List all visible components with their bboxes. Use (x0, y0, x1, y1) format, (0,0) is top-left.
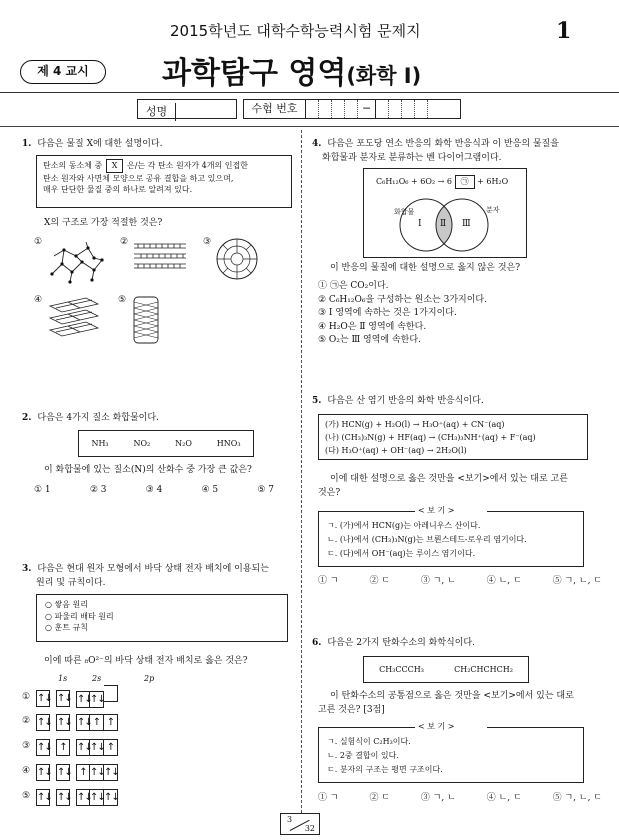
q6-choice-2[interactable]: ② ㄷ (369, 793, 390, 803)
q1-number: 1. (22, 139, 32, 149)
orbital-box: ↑ (90, 714, 104, 731)
q2-choice-5[interactable]: ⑤ 7 (257, 485, 274, 495)
q6-stem-text: 다음은 2가지 탄화수소의 화학식이다. (327, 638, 475, 648)
q5-stem (312, 395, 602, 408)
q2-choice-3[interactable]: ③ 4 (145, 485, 163, 495)
q1-choice-3-label: ③ (203, 237, 212, 247)
q3-option-3-label: ③ (22, 740, 31, 751)
orbital-box: ↑↓ (90, 789, 104, 806)
q1-choice-5-label: ⑤ (118, 295, 127, 305)
q6-bogi-box (318, 727, 584, 783)
q3-option-1[interactable] (22, 685, 124, 708)
section-title (162, 48, 421, 92)
orbital-box: ↑↓ (36, 739, 50, 756)
venn-region-1: Ⅰ (418, 219, 422, 229)
q1-description-box (36, 155, 292, 208)
q5-choice-2[interactable]: ② ㄷ (369, 576, 390, 586)
orbital-box: ↑ (104, 739, 118, 756)
orbital-box: ↑↓ (76, 691, 90, 708)
graphite-structure (132, 240, 188, 270)
q4-number: 4. (312, 139, 322, 149)
q2-compound-n2o: N₂O (175, 438, 192, 448)
q2-number: 2. (22, 413, 32, 423)
q1-box-line2: 탄소 원자와 사면체 모양으로 공유 결합을 하고 있으며, (43, 173, 234, 183)
q1-box-x: X (106, 159, 124, 173)
venn-diagram (364, 169, 528, 259)
q6-formula-2: CH₂CHCHCH₂ (454, 664, 513, 674)
equation-right: + 6H₂O (477, 177, 509, 186)
q4-choice-4[interactable]: ④ H₂O은 Ⅱ 영역에 속한다. (318, 321, 427, 332)
q6-formula-1: CH₃CCCH₃ (379, 664, 424, 674)
reaction-da: (다) H₃O⁺(aq) + OH⁻(aq) → 2H₂O(l) (325, 446, 467, 455)
q2-compound-no2: NO₂ (133, 438, 151, 448)
q5-bogi-item-3: ㄷ. (다)에서 OH⁻(aq)는 루이스 염기이다. (327, 549, 476, 558)
orbital-box: ↑↓ (76, 714, 90, 731)
orbital-box: ↑↓ (76, 789, 90, 806)
q4-diagram-box (363, 168, 527, 258)
exam-number-label: 수험 번호 (244, 100, 306, 118)
reaction-na: (나) (CH₃)₃N(g) + HF(aq) → (CH₃)₃NH⁺(aq) + F⁻(aq) (325, 433, 536, 442)
exam-number-field (243, 99, 461, 119)
q1-stem-text: 다음은 물질 X에 대한 설명이다. (37, 139, 163, 149)
period-badge: 제 4 교시 (20, 60, 106, 84)
q4-choice-2[interactable]: ② C₆H₁₂O₆을 구성하는 원소는 3가지이다. (318, 294, 487, 305)
venn-label-molecule: 분자 (486, 206, 500, 214)
orbital-box: ↑↓ (36, 690, 50, 707)
q6-question: 이 탄화수소의 공통점으로 옳은 것만을 <보기>에서 있는 대로 (330, 691, 574, 701)
q5-question: 이에 대한 설명으로 옳은 것만을 <보기>에서 있는 대로 고른 (330, 474, 568, 484)
q5-reaction-box (318, 414, 588, 460)
section-title-main: 과학탐구 영역 (162, 56, 347, 91)
q4-choices (318, 280, 487, 348)
fullerene-structure (214, 236, 260, 282)
orbital-box: ↑↓ (36, 714, 50, 731)
q6-number: 6. (312, 638, 322, 648)
q2-choice-4[interactable]: ④ 5 (201, 485, 219, 495)
q5-number: 5. (312, 396, 322, 406)
q2-compound-hno3: HNO₃ (216, 438, 241, 448)
footer-total: 32 (304, 824, 315, 833)
orbital-box: ↑ (104, 714, 118, 731)
footer-page: 3 (287, 815, 293, 824)
q3-rules-box (36, 594, 288, 642)
q3-option-5-label: ⑤ (22, 790, 31, 801)
q1-choice-5[interactable] (118, 294, 126, 307)
header-rule (0, 92, 619, 93)
q3-question: 이에 따른 ₈O²⁻의 바닥 상태 전자 배치로 옳은 것은? (44, 656, 248, 666)
q5-bogi-box (318, 511, 584, 567)
q3-option-5[interactable] (22, 785, 124, 806)
q2-compound-box (78, 430, 254, 457)
orbital-box: ↑↓ (36, 764, 50, 781)
q3-stem (22, 563, 297, 576)
q3-option-4[interactable] (22, 760, 124, 781)
q4-question: 이 반응의 물질에 대한 설명으로 옳지 않은 것은? (330, 263, 521, 273)
q5-choice-4[interactable]: ④ ㄴ, ㄷ (486, 576, 522, 586)
q6-bogi-item-1: ㄱ. 실험식이 C₂H₃이다. (327, 737, 411, 746)
q3-option-3[interactable] (22, 735, 124, 756)
q2-compound-nh3: NH₃ (91, 438, 109, 448)
q5-bogi-title: < 보 기 > (418, 506, 455, 515)
q5-stem-text: 다음은 산 염기 반응의 화학 반응식이다. (327, 396, 484, 406)
q6-bogi-item-2: ㄴ. 2중 결합이 있다. (327, 751, 399, 760)
q3-option-4-label: ④ (22, 765, 31, 776)
q1-choice-3[interactable] (203, 236, 211, 249)
q3-rule-pauli: ○ 파울리 배타 원리 (45, 611, 114, 621)
q6-stem (312, 637, 602, 650)
name-label: 성명 (138, 103, 176, 121)
q6-bogi-title: < 보 기 > (418, 722, 455, 731)
q4-stem-text: 다음은 포도당 연소 반응의 화학 반응식과 이 반응의 물질을 (327, 139, 559, 149)
orbital-box: ↑↓ (90, 764, 104, 781)
column-divider (301, 130, 302, 813)
q1-question: X의 구조로 가장 적절한 것은? (44, 218, 163, 228)
q2-choice-2[interactable]: ② 3 (89, 485, 107, 495)
orbital-box: ↑ (76, 764, 90, 781)
q1-choice-4[interactable] (34, 294, 42, 307)
page-footer (280, 813, 320, 835)
q4-choice-3[interactable]: ③ Ⅰ 영역에 속하는 것은 1가지이다. (318, 308, 457, 318)
q1-stem (22, 138, 292, 151)
equation-blank: ㉠ (455, 175, 475, 189)
orbital-label-1s: 1s (58, 674, 68, 683)
orbital-box: ↑↓ (56, 789, 70, 806)
orbital-box: ↑↓ (104, 789, 118, 806)
q3-rule-hund: ○ 훈트 규칙 (45, 623, 88, 633)
q1-choice-2[interactable] (120, 236, 128, 249)
q2-stem (22, 412, 292, 425)
q5-choice-1[interactable]: ① ㄱ (318, 576, 339, 586)
q3-stem-text: 다음은 현대 원자 모형에서 바닥 상태 전자 배치에 이용되는 (37, 564, 269, 574)
orbital-label-2p: 2p (144, 674, 155, 683)
q4-stem (312, 138, 602, 151)
q1-choice-1[interactable] (34, 236, 42, 249)
q2-question: 이 화합물에 있는 질소(N)의 산화수 중 가장 큰 값은? (44, 465, 252, 475)
q1-box-line3: 매우 단단한 물질 중의 하나로 알려져 있다. (43, 185, 193, 195)
exam-number-boxes: ─ (306, 100, 460, 118)
orbital-label-2s: 2s (92, 674, 102, 683)
content-rule (0, 126, 619, 127)
q4-stem-line2: 화합물과 분자로 분류하는 벤 다이어그램이다. (322, 153, 502, 163)
orbital-box: ↑↓ (56, 764, 70, 781)
section-subject: (화학 Ⅰ) (346, 64, 422, 88)
orbital-box: ↑↓ (56, 714, 70, 731)
q6-choices (318, 792, 602, 805)
layered-sheet-structure (46, 296, 102, 342)
q6-choice-3[interactable]: ③ ㄱ, ㄴ (420, 793, 456, 803)
venn-region-2: Ⅱ (440, 219, 447, 229)
orbital-box: ↑↓ (76, 739, 90, 756)
q3-stem-line2: 원리 및 규칙이다. (36, 578, 106, 588)
orbital-box: ↑ (56, 739, 70, 756)
diamond-structure (44, 240, 108, 284)
q3-option-1-label: ① (22, 691, 31, 702)
orbital-box: ↑↓ (90, 739, 104, 756)
orbital-box: ↑↓ (90, 691, 104, 708)
q6-bogi-item-3: ㄷ. 분자의 구조는 평면 구조이다. (327, 765, 443, 774)
q1-box-text-a: 탄소의 동소체 중 (43, 161, 103, 170)
q5-choice-5[interactable]: ⑤ ㄱ, ㄴ, ㄷ (552, 576, 602, 586)
equation-left: C₆H₁₂O₆ + 6O₂ → 6 (376, 177, 453, 186)
q1-choice-2-label: ② (120, 237, 129, 247)
venn-label-compound: 화합물 (394, 208, 415, 216)
reaction-ga: (가) HCN(g) + H₂O(l) → H₃O⁺(aq) + CN⁻(aq) (325, 420, 505, 429)
q5-choices (318, 575, 602, 588)
orbital-box: ↑↓ (56, 690, 70, 707)
q6-choice-4[interactable]: ④ ㄴ, ㄷ (486, 793, 522, 803)
q1-choice-1-label: ① (34, 237, 43, 247)
page-number: 1 (556, 18, 572, 44)
orbital-box: ↑↓ (104, 764, 118, 781)
name-field (137, 99, 237, 119)
q3-option-2[interactable] (22, 710, 124, 731)
q5-bogi-item-2: ㄴ. (나)에서 (CH₃)₃N(g)는 브뢴스테드-로우리 염기이다. (327, 535, 527, 544)
q6-formula-box (363, 656, 529, 683)
q6-choice-1[interactable]: ① ㄱ (318, 793, 339, 803)
q6-question-line2: 고른 것은? [3점] (318, 705, 385, 715)
exam-year-title: 2015학년도 대학수학능력시험 문제지 (170, 22, 421, 40)
q5-question-line2: 것은? (318, 488, 341, 498)
q5-bogi-item-1: ㄱ. (가)에서 HCN(g)는 아레니우스 산이다. (327, 521, 481, 530)
q1-choice-4-label: ④ (34, 295, 43, 305)
q2-choice-1[interactable]: ① 1 (34, 485, 51, 495)
venn-region-3: Ⅲ (462, 219, 471, 229)
q5-choice-3[interactable]: ③ ㄱ, ㄴ (420, 576, 456, 586)
q3-option-2-label: ② (22, 715, 31, 726)
q1-box-text-b: 은/는 각 탄소 원자가 4개의 인접한 (126, 161, 248, 170)
q4-choice-1[interactable]: ① ㉠은 CO₂이다. (318, 281, 389, 291)
nanotube-structure (132, 296, 160, 344)
orbital-box (104, 685, 118, 702)
q2-stem-text: 다음은 4가지 질소 화합물이다. (37, 413, 159, 423)
q6-choice-5[interactable]: ⑤ ㄱ, ㄴ, ㄷ (552, 793, 602, 803)
q3-number: 3. (22, 564, 32, 574)
q3-rule-aufbau: ○ 쌓음 원리 (45, 600, 88, 609)
q2-choices (34, 484, 274, 497)
orbital-box: ↑↓ (36, 789, 50, 806)
q4-choice-5[interactable]: ⑤ O₂는 Ⅲ 영역에 속한다. (318, 335, 421, 345)
